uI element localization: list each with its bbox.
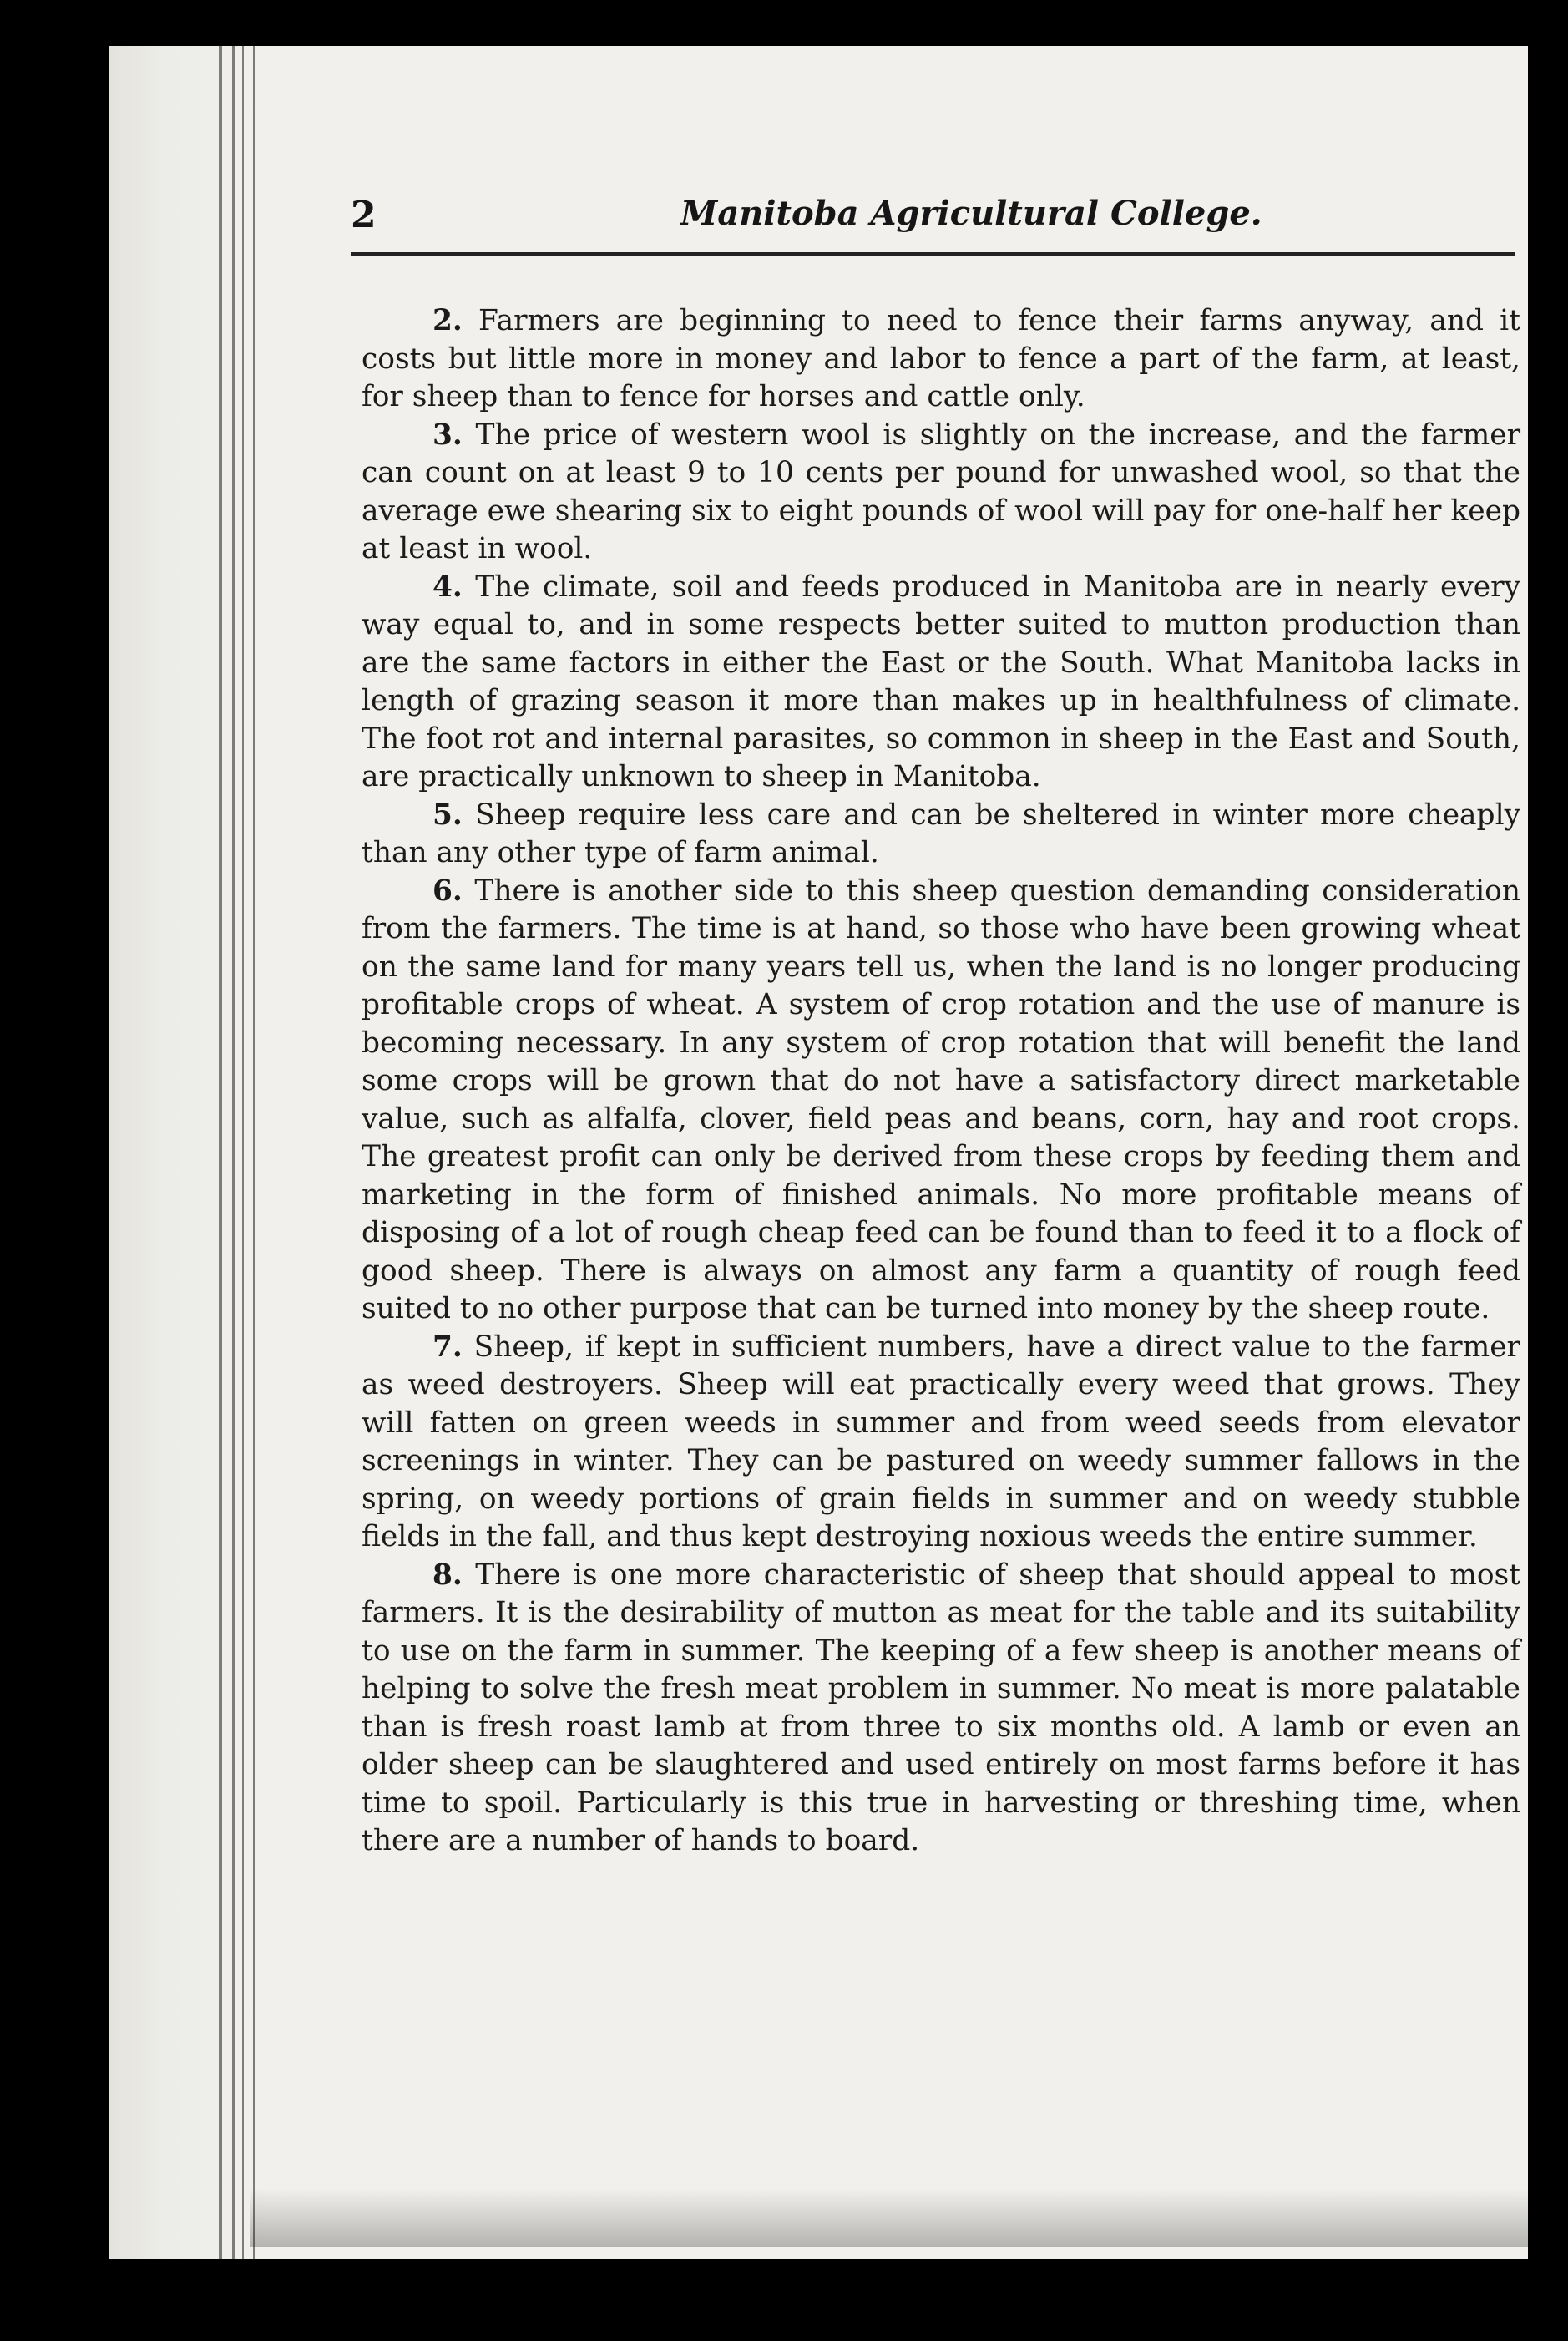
paragraph-text: Sheep require less care and can be sheltered in winter more cheaply than any other type of farm animal. — [362, 798, 1520, 869]
paragraph-5 — [362, 797, 1520, 873]
page-bottom-shadow — [250, 2188, 1528, 2247]
header-rule — [351, 252, 1515, 256]
paragraph-number: 3. — [432, 418, 463, 452]
paragraph-text: There is one more characteristic of sheep that should appeal to most farmers. It is the desirability of mutton as meat for the table and its suitability to use on the farm in summer. The keeping of a few sheep is another means of helping to solve the fresh meat problem in summer. No meat is more palatable than is fresh roast lamb at from three to six months old. A lamb or even an older sheep can be slaughtered and used entirely on most farms before it has time to spoil. Particularly is this true in harvesting or threshing time, when there are a number of hands to board. — [362, 1558, 1520, 1857]
paragraph-number: 6. — [432, 874, 463, 908]
running-header — [351, 194, 1520, 252]
paragraph-text: The price of western wool is slightly on the increase, and the farmer can count on at least 9 to 10 cents per pound for unwashed wool, so that the average ewe shearing six to eight pounds of wool will pay for one-half her keep at least in wool. — [362, 418, 1521, 565]
paragraph-6 — [362, 873, 1520, 1329]
paragraph-number: 2. — [432, 304, 463, 337]
paragraph-4 — [362, 569, 1520, 797]
gutter-line — [253, 46, 255, 2259]
paragraph-7 — [362, 1329, 1520, 1557]
body-text — [362, 302, 1520, 1861]
gutter-line — [242, 46, 244, 2259]
gutter-line — [219, 46, 222, 2259]
running-title: Manitoba Agricultural College. — [680, 194, 1262, 233]
paragraph-text: There is another side to this sheep question demanding consideration from the farmers. The time is at hand, so those who have been growing wheat on the same land for many years tell us, when the land is no longer producing profitable crops of wheat. A system of crop rotation and the use of manure is becoming necessary. In any system of crop rotation that will benefit the land some crops will be grown that do not have a satisfactory direct marketable value, such as alfalfa, clover, field peas and beans, corn, hay and root crops. The greatest profit can only be derived from these crops by feeding them and marketing in the form of finished animals. No more profitable means of disposing of a lot of rough cheap feed can be found than to feed it to a flock of good sheep. There is always on almost any farm a quantity of rough feed suited to no other purpose that can be turned into money by the sheep route. — [362, 874, 1521, 1325]
paragraph-3 — [362, 417, 1520, 569]
paragraph-text: Farmers are beginning to need to fence their farms anyway, and it costs but little more in money and labor to fence a part of the farm, at least, for sheep than to fence for horses and cattle only. — [362, 304, 1520, 413]
paragraph-text: Sheep, if kept in sufficient numbers, have a direct value to the farmer as weed destroyers. Sheep will eat practically every weed that grows. They will fatten on green weeds in summer and from weed seeds from elevator screenings in winter. They can be pastured on weedy summer fallows in the spring, on weedy portions of grain fields in summer and on weedy stubble fields in the fall, and thus kept destroying noxious weeds the entire summer. — [362, 1330, 1520, 1553]
paragraph-number: 7. — [432, 1330, 463, 1364]
paragraph-2 — [362, 302, 1520, 417]
paragraph-number: 4. — [432, 570, 463, 604]
paragraph-number: 5. — [432, 798, 463, 832]
page-number: 2 — [351, 194, 377, 236]
paragraph-8 — [362, 1557, 1520, 1861]
paragraph-text: The climate, soil and feeds produced in Manitoba are in nearly every way equal to, and in some respects better suited to mutton production than are the same factors in either the East or the South. What Manitoba lacks in length of grazing season it more than makes up in healthfulness of climate. The foot rot and internal parasites, so common in sheep in the East and South, are practically unknown to sheep in Manitoba. — [362, 570, 1520, 793]
paragraph-number: 8. — [432, 1558, 463, 1592]
gutter-line — [232, 46, 235, 2259]
